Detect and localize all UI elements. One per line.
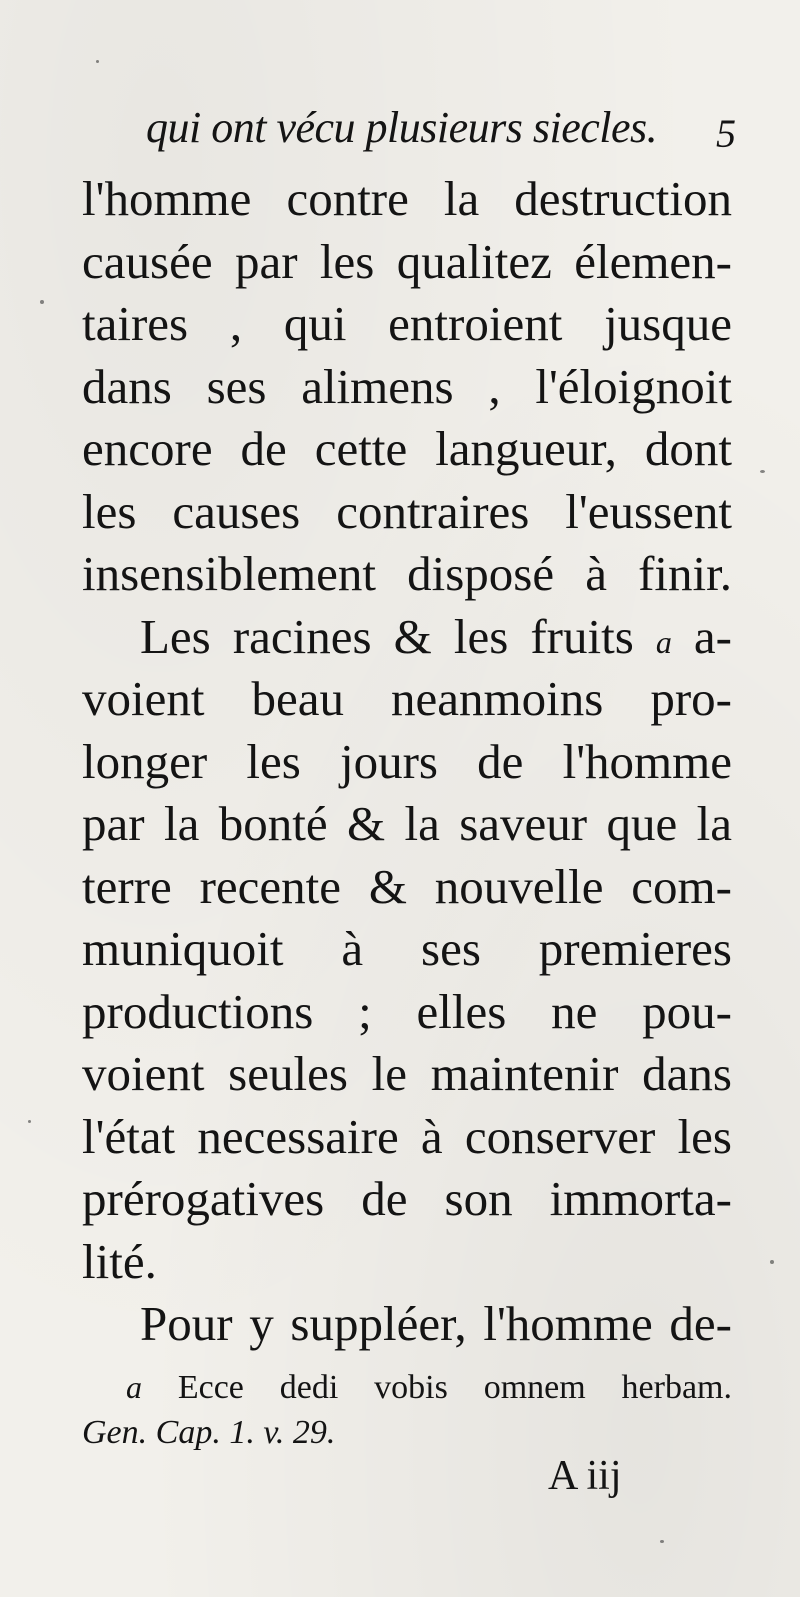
paper-speck <box>28 1120 31 1123</box>
text-line: muniquoit à ses premieres <box>82 921 732 976</box>
footnote <box>82 1364 732 1456</box>
footnote-text: Ecce dedi vobis omnem herbam. <box>177 1369 732 1406</box>
page-header <box>146 102 736 172</box>
text-line: encore de cette langueur, dont <box>82 421 732 476</box>
text-line: insensiblement disposé à finir. <box>82 546 732 601</box>
main-text <box>82 168 732 1356</box>
text-line: longer les jours de l'homme <box>82 733 732 789</box>
text-line: dans ses alimens , l'éloignoit <box>82 358 732 414</box>
text-line: les causes contraires l'eussent <box>82 483 732 539</box>
text-line: par la bonté & la saveur que la <box>82 796 732 851</box>
text-line: l'état necessaire à conserver les <box>82 1108 732 1164</box>
text-line: terre recente & nouvelle com- <box>82 858 732 914</box>
paragraph-start-line <box>82 606 732 669</box>
paragraph-start-line: Pour y suppléer, l'homme de- <box>140 1296 732 1351</box>
footnote-marker: a <box>655 623 672 660</box>
text-line: voient seules le maintenir dans <box>82 1046 732 1101</box>
text-line: lité. <box>82 1233 157 1289</box>
text-line: voient beau neanmoins pro- <box>82 671 732 726</box>
text-line: l'homme contre la destruction <box>82 171 732 226</box>
signature-mark: A iij <box>548 1453 622 1499</box>
text-segment: Les racines & les fruits <box>140 608 634 664</box>
paper-speck <box>760 470 765 473</box>
text-line: taires , qui entroient jusque <box>82 296 732 351</box>
footnote-marker: a <box>126 1369 142 1405</box>
paper-speck <box>660 1540 664 1543</box>
text-line: causée par les qualitez élemen- <box>82 233 732 289</box>
page-number: 5 <box>716 111 736 156</box>
paper-speck <box>96 60 99 63</box>
running-head: qui ont vécu plusieurs siecles. <box>146 103 658 152</box>
text-line: prérogatives de son immorta- <box>82 1171 732 1226</box>
paper-speck <box>770 1260 774 1264</box>
footnote-line <box>82 1364 732 1410</box>
text-line: productions ; elles ne pou- <box>82 983 732 1039</box>
paper-speck <box>40 300 44 304</box>
footnote-reference: Gen. Cap. 1. v. 29. <box>82 1414 336 1451</box>
text-segment: a- <box>693 608 732 664</box>
